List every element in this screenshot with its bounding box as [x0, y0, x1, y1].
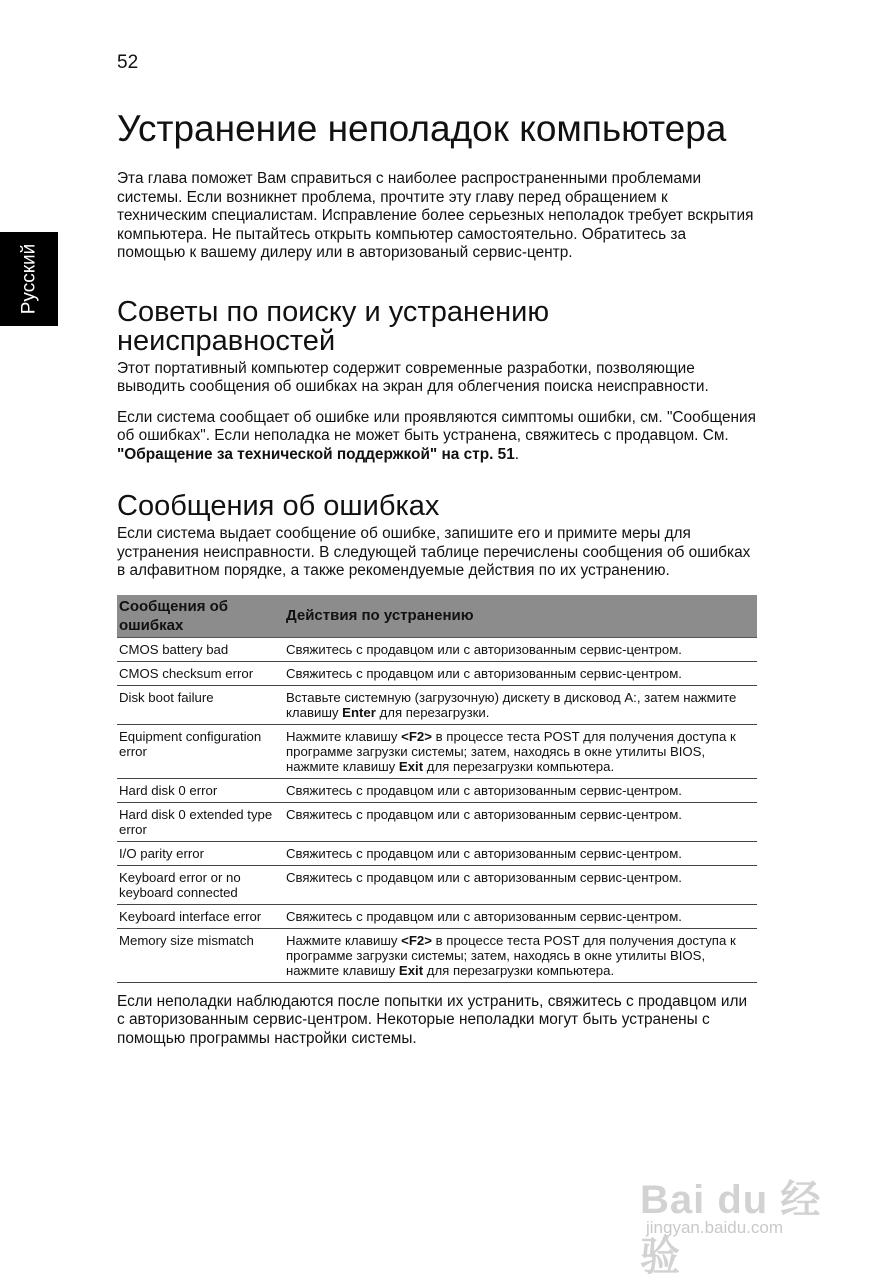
support-reference-link: "Обращение за технической поддержкой" на стр. 51: [117, 445, 515, 463]
action-cell: Свяжитесь с продавцом или с авторизованным сервис-центром.: [284, 904, 757, 928]
action-cell: [284, 685, 757, 724]
action-cell: Свяжитесь с продавцом или с авторизованным сервис-центром.: [284, 841, 757, 865]
table-row: [117, 841, 757, 865]
header-messages: Сообщения об ошибках: [117, 595, 284, 638]
page-number: 52: [117, 52, 139, 73]
tips-paragraph-1: Этот портативный компьютер содержит современные разработки, позволяющие выводить сообщения об ошибках на экран для облегчения поиска неисправности.: [117, 359, 709, 395]
error-message-cell: Disk boot failure: [117, 685, 284, 724]
key-name: Exit: [398, 758, 424, 774]
table-row: [117, 637, 757, 661]
table-row: [117, 865, 757, 904]
error-message-cell: Memory size mismatch: [117, 928, 284, 982]
error-messages-paragraph: Если система выдает сообщение об ошибке, запишите его и примите меры для устранения неисправности. В следующей таблице перечислены сообщения об ошибках в алфавитном порядке, а также рекомендуемые действия по их устранению.: [117, 525, 751, 579]
table-row: [117, 724, 757, 778]
tips-text: Если система сообщает об ошибке или проявляются симптомы ошибки, см. "Сообщения об ошибках". Если неполадка не может быть устранена, свяжитесь с продавцом. См.: [117, 408, 756, 444]
error-messages-table: [117, 595, 757, 983]
section-heading-troubleshooting-tips: Советы по поиску и устранению неисправностей: [117, 295, 550, 357]
action-text: для перезагрузки.: [375, 704, 490, 720]
error-message-cell: Keyboard error or no keyboard connected: [117, 865, 284, 904]
action-cell: Свяжитесь с продавцом или с авторизованным сервис-центром.: [284, 661, 757, 685]
table-row: [117, 685, 757, 724]
table-row: [117, 928, 757, 982]
action-text: в процессе теста POST для получения доступа к программе загрузки системы; затем, находясь в окне утилиты BIOS, нажмите клавишу: [286, 932, 736, 978]
action-cell: Свяжитесь с продавцом или с авторизованным сервис-центром.: [284, 778, 757, 802]
key-name: <F2>: [401, 728, 432, 744]
tips-paragraph-2: [117, 409, 757, 465]
table-row: [117, 802, 757, 841]
tips-text-end: .: [514, 445, 520, 463]
baidu-watermark: [632, 1150, 852, 1279]
page-content: [117, 108, 757, 1048]
action-text: Нажмите клавишу: [286, 932, 402, 948]
table-row: [117, 778, 757, 802]
error-message-cell: CMOS battery bad: [117, 637, 284, 661]
action-text: в процессе теста POST для получения доступа к программе загрузки системы; затем, находясь в окне утилиты BIOS, нажмите клавишу: [286, 728, 736, 774]
error-message-cell: Hard disk 0 extended type error: [117, 802, 284, 841]
table-header-row: [117, 595, 757, 638]
page-title: Устранение неполадок компьютера: [117, 108, 727, 149]
action-cell: Свяжитесь с продавцом или с авторизованным сервис-центром.: [284, 802, 757, 841]
action-text: для перезагрузки компьютера.: [423, 962, 615, 978]
header-actions: Действия по устранению: [284, 595, 757, 638]
language-tab-label: Русский: [18, 243, 39, 315]
table-row: [117, 904, 757, 928]
key-name: <F2>: [401, 932, 432, 948]
error-message-cell: CMOS checksum error: [117, 661, 284, 685]
error-message-cell: Equipment configuration error: [117, 724, 284, 778]
table-row: [117, 661, 757, 685]
watermark-logo: Bai du 经验: [640, 1178, 822, 1279]
error-message-cell: Keyboard interface error: [117, 904, 284, 928]
action-text: Нажмите клавишу: [286, 728, 402, 744]
error-message-cell: I/O parity error: [117, 841, 284, 865]
closing-paragraph: Если неполадки наблюдаются после попытки их устранить, свяжитесь с продавцом или с авторизованным сервис-центром. Некоторые неполадки могут быть устранены с помощью программы настройки системы.: [117, 992, 748, 1047]
section-heading-error-messages: Сообщения об ошибках: [117, 490, 440, 522]
action-cell: [284, 928, 757, 982]
intro-paragraph: Эта глава поможет Вам справиться с наиболее распространенными проблемами системы. Если возникнет проблема, прочтите эту главу перед обращением к техническим специалистам. Исправление более серьезных неполадок требует вскрытия компьютера. Не пытайтесь открыть компьютер самостоятельно. Обратитесь за помощью к вашему дилеру или в авторизованый сервис-центр.: [117, 170, 754, 261]
action-cell: Свяжитесь с продавцом или с авторизованным сервис-центром.: [284, 865, 757, 904]
action-text: для перезагрузки компьютера.: [423, 758, 615, 774]
language-tab: [0, 232, 58, 326]
action-text: Вставьте системную (загрузочную) дискету в дисковод A:, затем нажмите клавишу: [286, 689, 737, 720]
action-cell: Свяжитесь с продавцом или с авторизованным сервис-центром.: [284, 637, 757, 661]
key-name: Enter: [342, 704, 376, 720]
watermark-url: jingyan.baidu.com: [646, 1218, 784, 1237]
error-message-cell: Hard disk 0 error: [117, 778, 284, 802]
action-cell: [284, 724, 757, 778]
key-name: Exit: [398, 962, 424, 978]
